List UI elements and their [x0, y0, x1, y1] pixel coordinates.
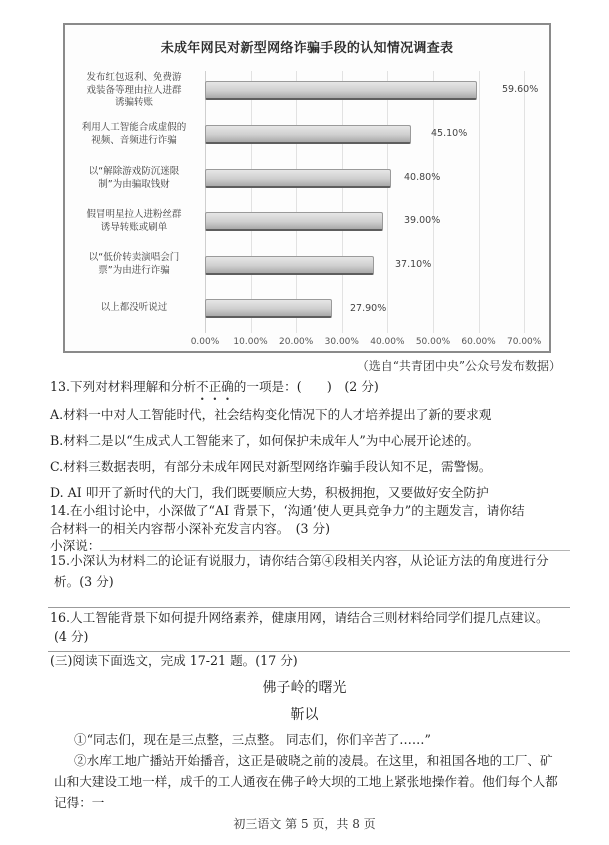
paragraph-2-line-3: 记得：一 [54, 795, 105, 810]
x-tick: 50.00% [415, 337, 451, 347]
chart-title: 未成年网民对新型网络诈骗手段的认知情况调查表 [160, 41, 454, 56]
page-footer: 初三语文 第 5 页，共 8 页 [233, 817, 376, 831]
question-16-line-2: (4 分) [54, 629, 89, 644]
bar-value-label: 37.10% [395, 259, 432, 270]
article-title: 佛子岭的曙光 [262, 680, 347, 696]
bar [205, 212, 383, 231]
x-tick: 10.00% [233, 337, 268, 347]
gridline [524, 71, 525, 333]
bar-value-label: 40.80% [404, 172, 441, 183]
category-label: 假冒明星拉人进粉丝群 诱导转账或刷单 [86, 209, 182, 233]
question-14-answer-label: 小深说： [50, 538, 101, 553]
question-16-line-1: 16.人工智能背景下如何提升网络素养，健康用网，请结合三则材料给同学们提几点建议。 [50, 610, 549, 625]
category-label: 以上都没听说过 [100, 302, 168, 313]
bar [205, 125, 411, 144]
gridline [296, 71, 297, 333]
bar-value-label: 45.10% [431, 128, 468, 139]
x-tick: 30.00% [324, 337, 359, 347]
bar-value-label: 27.90% [350, 303, 387, 314]
question-13-stem: 13.下列对材料理解和分析不正确的一项是：( ) (2 分) [50, 379, 379, 394]
paragraph-1: ①“同志们，现在是三点整，三点整。 同志们，你们辛苦了……” [74, 732, 431, 747]
category-label: 以“解除游戏防沉迷限 制”为由骗取钱财 [88, 166, 180, 190]
article-author: 靳以 [290, 707, 319, 723]
question-13-option-d: D. AI 叩开了新时代的大门，我们既要顺应大势，积极拥抱，又要做好安全防护 [50, 485, 489, 500]
question-14-line-2: 合材料一的相关内容帮小深补充发言内容。 (3 分) [50, 521, 331, 536]
bar [205, 299, 332, 318]
category-label: 发布红包返利、免费游 戏装备等理由拉人进群 诱骗转账 [86, 72, 182, 108]
x-tick: 20.00% [279, 337, 314, 347]
answer-line[interactable] [48, 607, 570, 608]
gridline [251, 71, 252, 333]
bar [205, 256, 374, 275]
gridline [479, 71, 480, 333]
question-13-option-b: B.材料二是以“生成式人工智能来了，如何保护未成年人”为中心展开论述的。 [50, 433, 480, 448]
gridline [387, 71, 388, 333]
paragraph-2-line-2: 山和大建设工地一样，成千的工人通夜在佛子岭大坝的工地上紧张地操作着。他们每个人都 [54, 774, 558, 789]
survey-chart [63, 23, 551, 353]
x-tick: 0.00% [190, 337, 220, 347]
question-15-line-1: 15.小深认为材料二的论证有说服力，请你结合第④段相关内容，从论证方法的角度进行分 [50, 553, 549, 568]
x-tick: 70.00% [507, 337, 542, 347]
bar [205, 169, 391, 188]
question-15-line-2: 析。(3 分) [54, 574, 114, 589]
x-tick: 60.00% [461, 337, 496, 347]
gridline [205, 71, 206, 333]
question-13-option-c: C.材料三数据表明，有部分未成年网民对新型网络诈骗手段认知不足，需警惕。 [50, 459, 492, 474]
paragraph-2-line-1: ②水库工地广播站开始播音，这正是破晓之前的凌晨。在这里，和祖国各地的工厂、矿 [74, 753, 553, 768]
bar-value-label: 39.00% [404, 215, 441, 226]
gridline [433, 71, 434, 333]
answer-line[interactable] [100, 550, 570, 551]
source-note: （选自“共青团中央”公众号发布数据） [356, 359, 561, 373]
bar-value-label: 59.60% [502, 84, 539, 95]
section-3-heading: (三)阅读下面选文，完成 17-21 题。(17 分) [50, 653, 298, 668]
bar [205, 81, 477, 100]
question-13-option-a: A.材料一中对人工智能时代，社会结构变化情况下的人才培养提出了新的要求观 [50, 407, 492, 422]
question-14-line-1: 14.在小组讨论中，小深做了“AI 背景下，‘沟通’使人更具竞争力”的主题发言，请你结 [50, 503, 525, 518]
category-label: 利用人工智能合成虚假的 视频、音频进行诈骗 [81, 122, 187, 146]
gridline [342, 71, 343, 333]
x-tick: 40.00% [370, 337, 405, 347]
category-label: 以“低价转卖演唱会门 票”为由进行诈骗 [88, 252, 180, 276]
